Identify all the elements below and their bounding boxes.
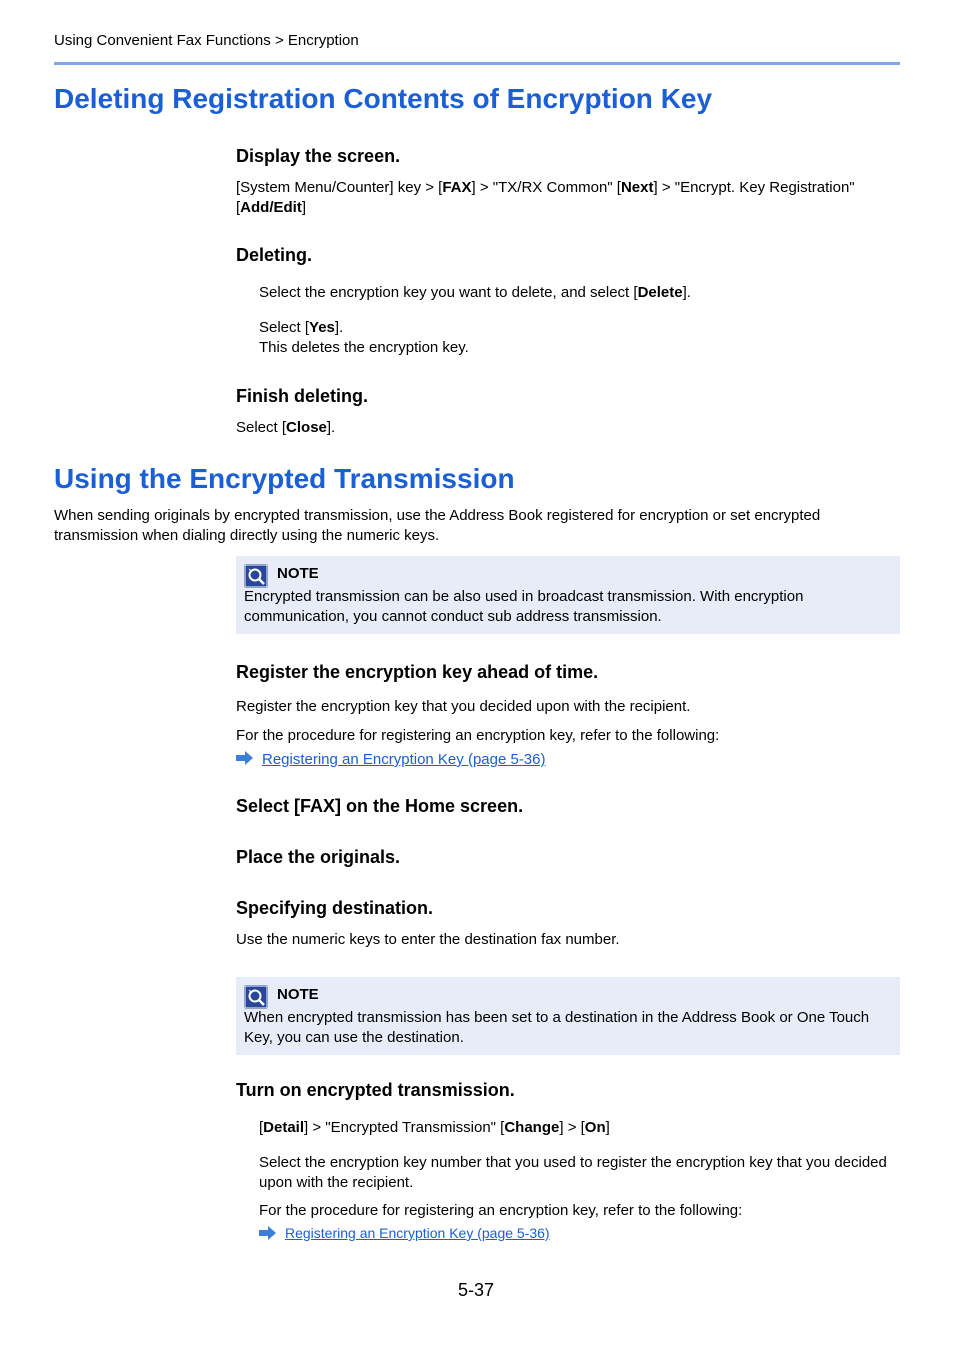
note-box-2 bbox=[236, 977, 900, 1055]
link-row-1 bbox=[236, 751, 546, 769]
header-rule bbox=[54, 62, 900, 65]
step-finish-deleting-title: Finish deleting. bbox=[236, 386, 369, 406]
step-register-key-text2: For the procedure for registering an encryption key, refer to the following: bbox=[236, 727, 720, 744]
arrow-right-icon bbox=[259, 1226, 277, 1243]
step-deleting-text2: Select [Yes]. This deletes the encryption key. bbox=[259, 319, 469, 356]
step-turn-on-encryption-text2: For the procedure for registering an encryption key, refer to the following: bbox=[259, 1202, 743, 1219]
breadcrumb: Using Convenient Fax Functions > Encryption bbox=[54, 32, 359, 49]
step-turn-on-encryption-path: [Detail] > "Encrypted Transmission" [Change] > [On] bbox=[259, 1119, 610, 1136]
step-specifying-destination-title: Specifying destination. bbox=[236, 898, 434, 918]
step-specifying-destination-text: Use the numeric keys to enter the destination fax number. bbox=[236, 931, 620, 948]
link-registering-encryption-key[interactable]: Registering an Encryption Key (page 5-36) bbox=[285, 1225, 550, 1241]
step-deleting-title: Deleting. bbox=[236, 245, 313, 265]
step-register-key-title: Register the encryption key ahead of time. bbox=[236, 662, 599, 682]
section-title-deleting: Deleting Registration Contents of Encryption Key bbox=[54, 83, 713, 114]
note-box-1 bbox=[236, 556, 900, 634]
note-title: NOTE bbox=[277, 986, 319, 1003]
step-select-fax-title: Select [FAX] on the Home screen. bbox=[236, 796, 524, 816]
link-row-2 bbox=[259, 1225, 550, 1243]
note-icon bbox=[244, 985, 268, 1009]
step-finish-deleting-text: Select [Close]. bbox=[236, 419, 336, 436]
step-display-screen-text: [System Menu/Counter] key > [FAX] > "TX/RX Common" [Next] > "Encrypt. Key Registration" [Add/Edit] bbox=[236, 179, 855, 216]
arrow-right-icon bbox=[236, 751, 254, 769]
section-title-encrypted-transmission: Using the Encrypted Transmission bbox=[54, 463, 515, 494]
step-register-key-text1: Register the encryption key that you decided upon with the recipient. bbox=[236, 698, 691, 715]
note-icon bbox=[244, 564, 268, 588]
note-title: NOTE bbox=[277, 565, 319, 582]
note-text: When encrypted transmission has been set to a destination in the Address Book or One Touch Key, you can use the destination. bbox=[244, 1009, 870, 1046]
step-display-screen-title: Display the screen. bbox=[236, 146, 401, 166]
step-place-originals-title: Place the originals. bbox=[236, 847, 401, 867]
link-registering-encryption-key[interactable]: Registering an Encryption Key (page 5-36) bbox=[262, 751, 546, 768]
step-deleting-text1: Select the encryption key you want to delete, and select [Delete]. bbox=[259, 284, 691, 301]
page-number: 5-37 bbox=[458, 1280, 495, 1300]
section-intro: When sending originals by encrypted transmission, use the Address Book registered for encryption or set encrypted transmission when dialing directly using the numeric keys. bbox=[54, 507, 821, 544]
step-turn-on-encryption-title: Turn on encrypted transmission. bbox=[236, 1080, 515, 1100]
note-text: Encrypted transmission can be also used in broadcast transmission. With encryption communication, you cannot conduct sub address transmission. bbox=[244, 588, 804, 625]
step-turn-on-encryption-text1: Select the encryption key number that you used to register the encryption key that you decided upon with the recipient. bbox=[259, 1154, 887, 1191]
